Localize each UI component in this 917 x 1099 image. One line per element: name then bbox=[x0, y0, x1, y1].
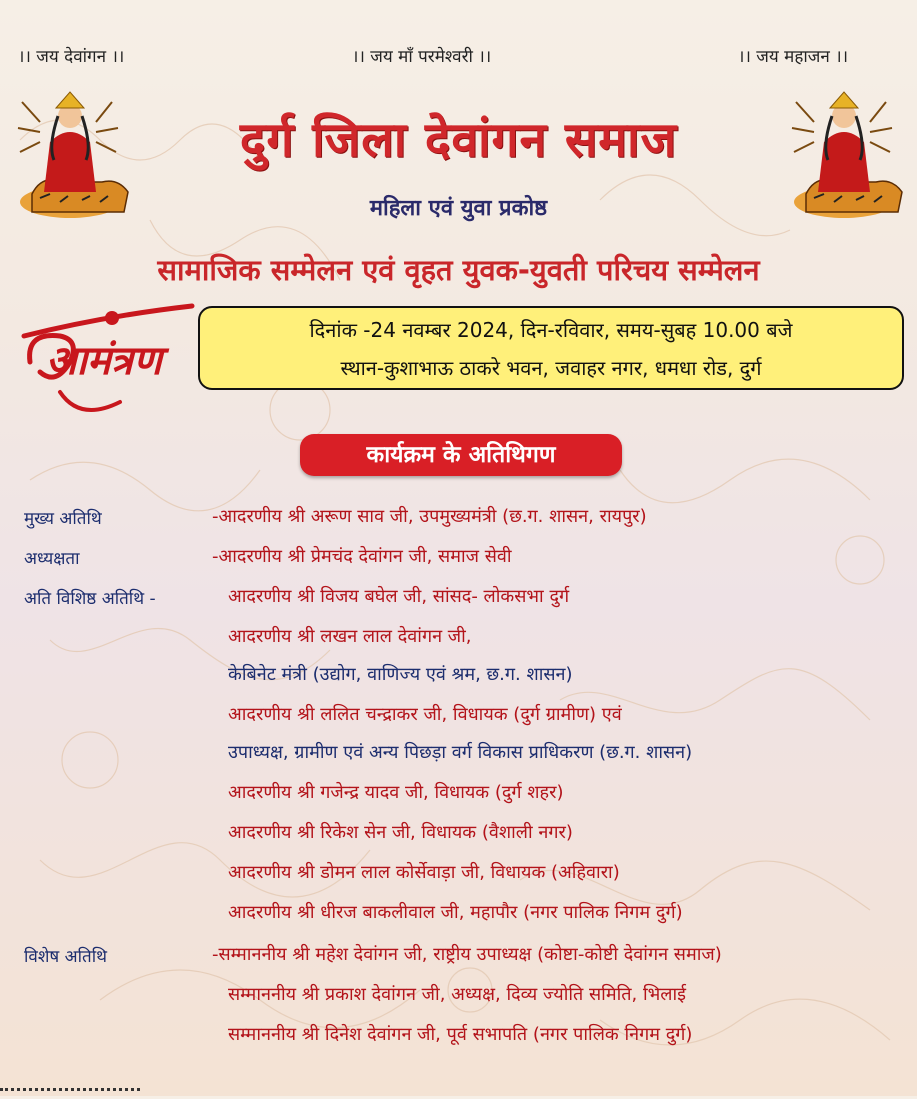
main-title: दुर्ग जिला देवांगन समाज bbox=[239, 112, 678, 168]
guest-row bbox=[0, 620, 917, 654]
guest-row bbox=[0, 736, 917, 770]
guest-row bbox=[0, 580, 917, 614]
invitation-calligraphy bbox=[16, 292, 196, 422]
guest-name-text: केबिनेट मंत्री (उद्योग, वाणिज्य एवं श्रम, छ.ग. शासन) bbox=[228, 664, 573, 685]
guest-name-text: आदरणीय श्री ललित चन्द्राकर जी, विधायक (दुर्ग ग्रामीण) एवं bbox=[228, 704, 622, 725]
guest-row bbox=[0, 776, 917, 810]
guest-row bbox=[0, 540, 917, 574]
guests-heading: कार्यक्रम के अतिथिगण bbox=[300, 434, 622, 476]
bottom-divider bbox=[0, 1088, 140, 1099]
event-venue: स्थान-कुशाभाऊ ठाकरे भवन, जवाहर नगर, धमधा रोड, दुर्ग bbox=[340, 356, 762, 380]
slogan-center: ।। जय माँ परमेश्वरी ।। bbox=[352, 47, 492, 67]
guest-name-text: -आदरणीय श्री अरूण साव जी, उपमुख्यमंत्री (छ.ग. शासन, रायपुर) bbox=[212, 506, 647, 527]
subtitle: महिला एवं युवा प्रकोष्ठ bbox=[369, 196, 548, 221]
guest-name-text: आदरणीय श्री डोमन लाल कोर्सेवाड़ा जी, विधायक (अहिवारा) bbox=[228, 862, 620, 883]
slogan-right: ।। जय महाजन ।। bbox=[738, 47, 849, 67]
event-title: सामाजिक सम्मेलन एवं वृहत युवक-युवती परिचय सम्मेलन bbox=[157, 253, 760, 287]
guest-name-text: आदरणीय श्री गजेन्द्र यादव जी, विधायक (दुर्ग शहर) bbox=[228, 782, 564, 803]
header-slogans bbox=[0, 44, 917, 74]
guest-row bbox=[0, 978, 917, 1012]
guest-name-text: आदरणीय श्री विजय बघेल जी, सांसद- लोकसभा दुर्ग bbox=[228, 586, 570, 607]
guest-row bbox=[0, 658, 917, 692]
guest-row bbox=[0, 500, 917, 534]
guest-name-text: उपाध्यक्ष, ग्रामीण एवं अन्य पिछड़ा वर्ग विकास प्राधिकरण (छ.ग. शासन) bbox=[228, 742, 693, 763]
guest-name-text: सम्माननीय श्री दिनेश देवांगन जी, पूर्व सभापति (नगर पालिक निगम दुर्ग) bbox=[228, 1024, 693, 1045]
slogan-left: ।। जय देवांगन ।। bbox=[18, 47, 125, 67]
guest-name-text: -सम्माननीय श्री महेश देवांगन जी, राष्ट्रीय उपाध्यक्ष (कोष्टा-कोष्टी देवांगन समाज) bbox=[212, 944, 722, 965]
guest-row bbox=[0, 698, 917, 732]
guest-role-label: अति विशिष्ठ अतिथि - bbox=[24, 589, 156, 609]
event-info-box bbox=[198, 306, 904, 390]
guest-name-text: सम्माननीय श्री प्रकाश देवांगन जी, अध्यक्ष, दिव्य ज्योति समिति, भिलाई bbox=[228, 984, 686, 1005]
guest-name-text: आदरणीय श्री लखन लाल देवांगन जी, bbox=[228, 626, 472, 647]
event-date-time: दिनांक -24 नवम्बर 2024, दिन-रविवार, समय-सुबह 10.00 बजे bbox=[309, 318, 793, 342]
guest-role-label: मुख्य अतिथि bbox=[24, 509, 102, 529]
guest-row bbox=[0, 938, 917, 972]
guest-role-label: अध्यक्षता bbox=[24, 549, 80, 569]
guest-name-text: -आदरणीय श्री प्रेमचंद देवांगन जी, समाज सेवी bbox=[212, 546, 512, 567]
guest-row bbox=[0, 1018, 917, 1052]
guest-row bbox=[0, 856, 917, 890]
guest-row bbox=[0, 816, 917, 850]
guest-row bbox=[0, 896, 917, 930]
guest-name-text: आदरणीय श्री धीरज बाकलीवाल जी, महापौर (नगर पालिक निगम दुर्ग) bbox=[228, 902, 683, 923]
invitation-word: आमंत्रण bbox=[46, 337, 162, 384]
guest-name-text: आदरणीय श्री रिकेश सेन जी, विधायक (वैशाली नगर) bbox=[228, 822, 573, 843]
guest-role-label: विशेष अतिथि bbox=[24, 947, 107, 967]
